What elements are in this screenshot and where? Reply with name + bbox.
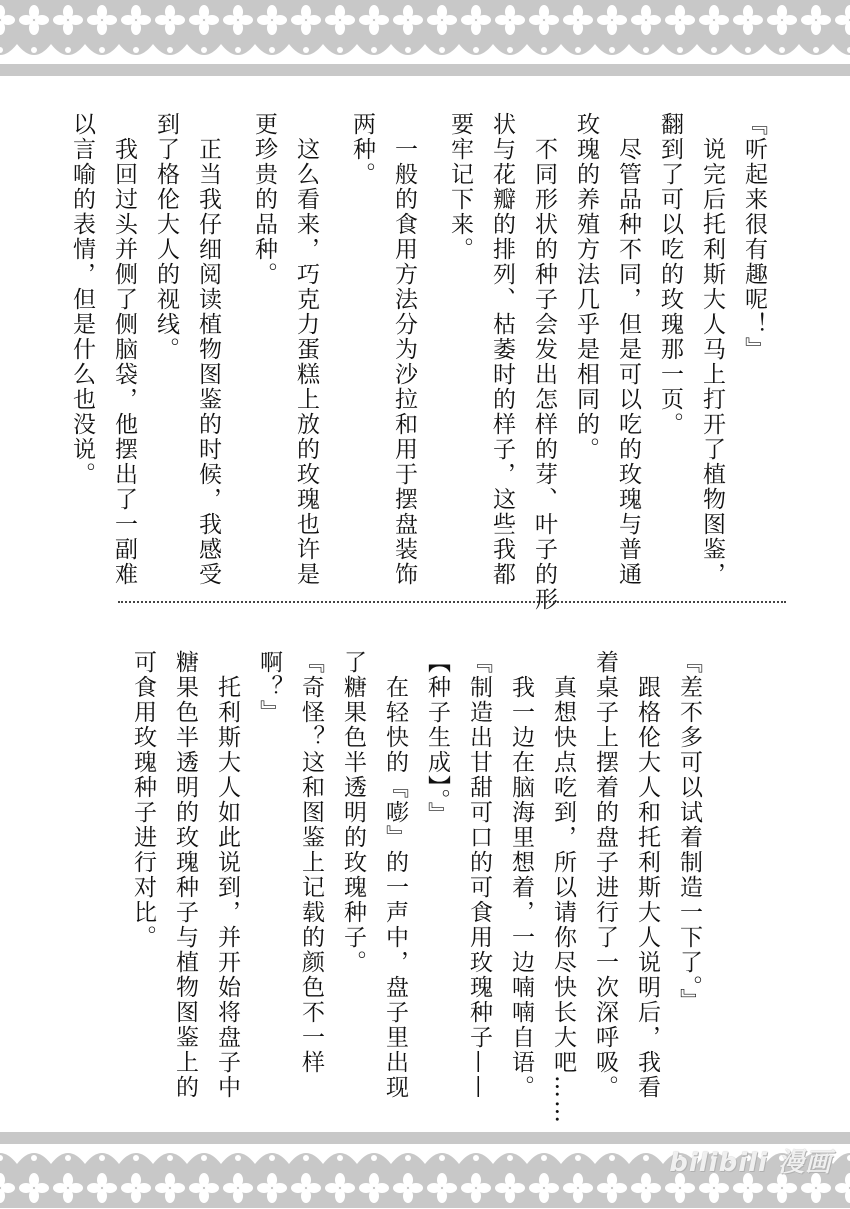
text-column: 尽管品种不同，但是可以吃的玫瑰与普通	[615, 112, 641, 587]
text-column: 在轻快的『嘭』的一声中，盘子里出现	[382, 650, 408, 1100]
text-column: 以言喻的表情，但是什么也没说。	[69, 112, 95, 487]
text-column: 这么看来，巧克力蛋糕上放的玫瑰也许是	[293, 112, 319, 587]
text-column	[425, 112, 439, 582]
text-column: 更珍贵的品种。	[251, 112, 277, 287]
lower-text-section	[122, 650, 710, 1125]
text-column: 【种子生成】。』	[424, 650, 450, 827]
text-column: 我回过头并侧了侧脑袋，他摆出了一副难	[111, 112, 137, 587]
text-column: 真想快点吃到，所以请你尽快长大吧……	[550, 650, 576, 1125]
text-column: 『差不多可以试着制造一下了。』	[676, 650, 702, 1014]
text-column: 说完后托利斯大人马上打开了植物图鉴，	[699, 112, 725, 587]
text-column	[229, 112, 243, 582]
text-column: 糖果色半透明的玫瑰种子与植物图鉴上的	[172, 650, 198, 1100]
text-column: 啊？』	[256, 650, 282, 725]
text-column: 两种。	[349, 112, 375, 187]
text-column: 『制造出甘甜可口的可食用玫瑰种子——	[466, 650, 492, 1100]
text-column: 一般的食用方法分为沙拉和用于摆盘装饰	[391, 112, 417, 587]
text-column	[327, 112, 341, 582]
text-column: 可食用玫瑰种子进行对比。	[130, 650, 156, 950]
top-lace-border	[0, 0, 850, 80]
text-column: 了糖果色半透明的玫瑰种子。	[340, 650, 366, 975]
text-column: 跟格伦大人和托利斯大人说明后，我看	[634, 650, 660, 1100]
text-column: 不同形状的种子会发出怎样的芽、叶子的形	[531, 112, 557, 612]
section-divider	[118, 601, 786, 603]
text-column: 托利斯大人如此说到，并开始将盘子中	[214, 650, 240, 1100]
text-column: 到了格伦大人的视线。	[153, 112, 179, 362]
text-column: 我一边在脑海里想着，一边喃喃自语。	[508, 650, 534, 1100]
text-column: 『听起来很有趣呢！』	[741, 112, 767, 362]
upper-text-section	[61, 112, 775, 612]
text-column: 要牢记下来。	[447, 112, 473, 262]
text-column: 着桌子上摆着的盘子进行了一次深呼吸。	[592, 650, 618, 1100]
bilibili-manga-watermark: bilibili 漫画	[669, 1148, 832, 1178]
text-column: 『奇怪？这和图鉴上记载的颜色不一样	[298, 650, 324, 1075]
text-column: 正当我仔细阅读植物图鉴的时候，我感受	[195, 112, 221, 587]
text-column: 玫瑰的养殖方法几乎是相同的。	[573, 112, 599, 462]
text-column: 翻到了可以吃的玫瑰那一页。	[657, 112, 683, 437]
text-column: 状与花瓣的排列、枯萎时的样子，这些我都	[489, 112, 515, 587]
